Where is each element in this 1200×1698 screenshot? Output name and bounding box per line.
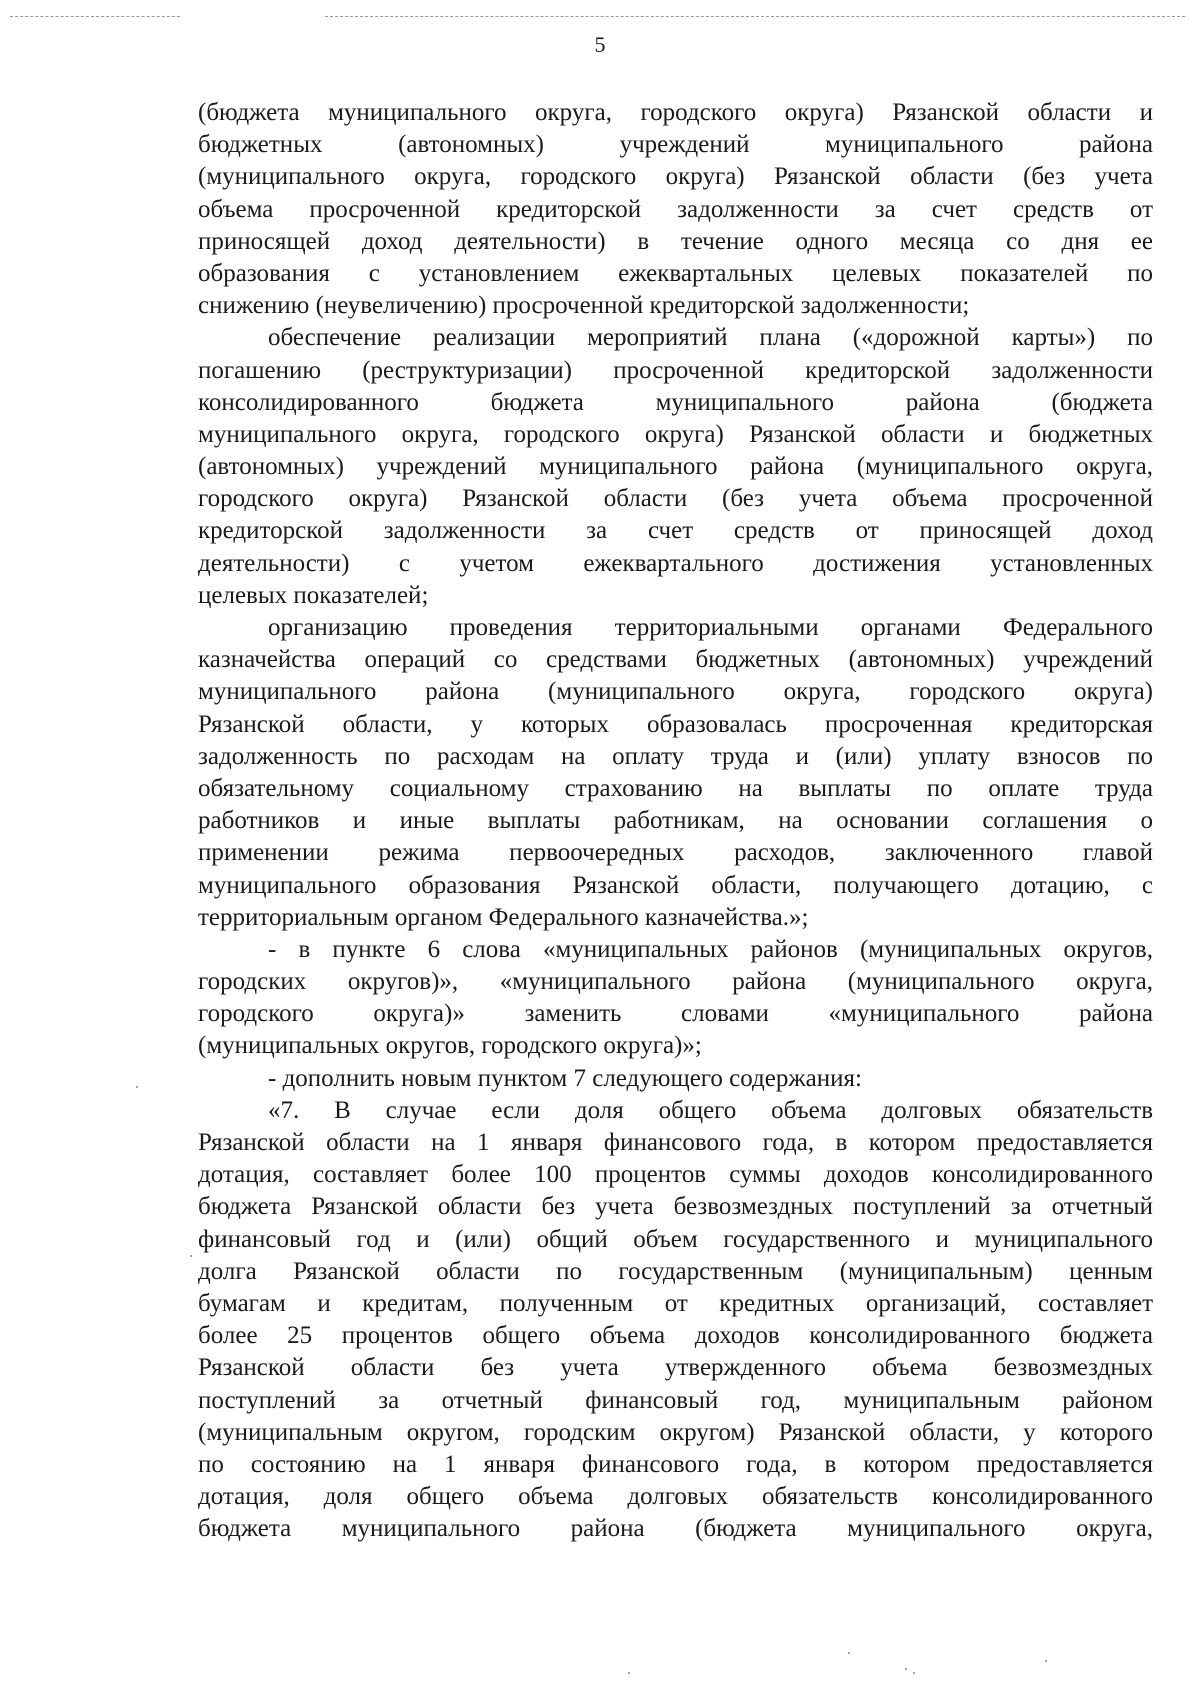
text-line: муниципального округа, городского округа) Рязанской области и бюджетных bbox=[198, 420, 1153, 448]
text-line: целевых показателей; bbox=[198, 581, 429, 609]
text-line: погашению (реструктуризации) просроченной кредиторской задолженности bbox=[198, 356, 1153, 384]
text-line: дотация, составляет более 100 процентов суммы доходов консолидированного bbox=[198, 1161, 1153, 1189]
text-line: объема просроченной кредиторской задолженности за счет средств от bbox=[198, 195, 1153, 223]
text-line: бумагам и кредитам, полученным от кредитных организаций, составляет bbox=[198, 1289, 1153, 1317]
text-line: бюджетных (автономных) учреждений муниципального района bbox=[198, 131, 1153, 159]
document-body bbox=[198, 97, 1153, 1545]
text-line: кредиторской задолженности за счет средств от приносящей доход bbox=[198, 517, 1153, 545]
scan-speck bbox=[190, 1255, 192, 1257]
text-line: Рязанской области без учета утвержденного объема безвозмездных bbox=[198, 1354, 1153, 1382]
scan-speck bbox=[628, 1672, 630, 1674]
text-line: городского округа)» заменить словами «муниципального района bbox=[198, 1000, 1153, 1028]
text-line: по состоянию на 1 января финансового года, в котором предоставляется bbox=[198, 1450, 1153, 1478]
page-number: 5 bbox=[594, 32, 606, 57]
text-line: городских округов)», «муниципального района (муниципального округа, bbox=[198, 968, 1153, 996]
text-line: муниципального района (муниципального округа, городского округа) bbox=[198, 678, 1153, 706]
text-line: территориальным органом Федерального казначейства.»; bbox=[198, 903, 809, 931]
text-line: - в пункте 6 слова «муниципальных районов (муниципальных округов, bbox=[268, 935, 1153, 963]
text-line: Рязанской области, у которых образовалась просроченная кредиторская bbox=[198, 710, 1153, 738]
scan-speck bbox=[136, 1086, 138, 1088]
text-line: поступлений за отчетный финансовый год, муниципальным районом bbox=[198, 1386, 1153, 1414]
text-line: применении режима первоочередных расходов, заключенного главой bbox=[198, 839, 1153, 867]
text-line: обязательному социальному страхованию на выплаты по оплате труда bbox=[198, 774, 1153, 802]
text-line: (муниципальным округом, городским округом) Рязанской области, у которого bbox=[198, 1418, 1153, 1446]
scan-speck bbox=[913, 1672, 915, 1674]
text-line: организацию проведения территориальными органами Федерального bbox=[268, 614, 1153, 641]
text-line: более 25 процентов общего объема доходов консолидированного бюджета bbox=[198, 1322, 1153, 1350]
text-line: работников и иные выплаты работникам, на основании соглашения о bbox=[198, 807, 1153, 835]
text-line: приносящей доход деятельности) в течение одного месяца со дня ее bbox=[198, 227, 1153, 255]
text-line: (бюджета муниципального округа, городского округа) Рязанской области и bbox=[198, 99, 1153, 126]
text-line: бюджета муниципального района (бюджета муниципального округа, bbox=[198, 1515, 1153, 1543]
scan-speck bbox=[1045, 1660, 1047, 1662]
scan-speck bbox=[848, 1652, 850, 1654]
text-line: (автономных) учреждений муниципального района (муниципального округа, bbox=[198, 453, 1153, 481]
scan-edge-right bbox=[325, 16, 1185, 17]
text-line: муниципального образования Рязанской области, получающего дотацию, с bbox=[198, 871, 1153, 899]
text-line: финансовый год и (или) общий объем государственного и муниципального bbox=[198, 1225, 1153, 1253]
text-line: Рязанской области на 1 января финансового года, в котором предоставляется bbox=[198, 1129, 1153, 1156]
text-line: «7. В случае если доля общего объема долговых обязательств bbox=[268, 1096, 1153, 1124]
text-line: (муниципального округа, городского округа) Рязанской области (без учета bbox=[198, 163, 1153, 191]
text-line: бюджета Рязанской области без учета безвозмездных поступлений за отчетный bbox=[198, 1193, 1153, 1221]
text-line: обеспечение реализации мероприятий плана («дорожной карты») по bbox=[268, 324, 1153, 352]
text-line: деятельности) с учетом ежеквартального достижения установленных bbox=[198, 549, 1153, 577]
text-line: - дополнить новым пунктом 7 следующего содержания: bbox=[268, 1064, 862, 1092]
text-line: дотация, доля общего объема долговых обязательств консолидированного bbox=[198, 1483, 1153, 1511]
text-line: снижению (неувеличению) просроченной кредиторской задолженности; bbox=[198, 292, 970, 320]
text-line: долга Рязанской области по государственным (муниципальным) ценным bbox=[198, 1257, 1153, 1285]
text-line: городского округа) Рязанской области (без учета объема просроченной bbox=[198, 485, 1153, 513]
text-line: образования с установлением ежеквартальных целевых показателей по bbox=[198, 259, 1153, 287]
scan-speck bbox=[905, 1668, 907, 1670]
text-line: казначейства операций со средствами бюджетных (автономных) учреждений bbox=[198, 646, 1153, 674]
text-line: консолидированного бюджета муниципального района (бюджета bbox=[198, 388, 1153, 416]
text-line: (муниципальных округов, городского округа)»; bbox=[198, 1032, 702, 1060]
text-line: задолженность по расходам на оплату труда и (или) уплату взносов по bbox=[198, 742, 1153, 770]
scan-edge-left bbox=[10, 16, 180, 17]
